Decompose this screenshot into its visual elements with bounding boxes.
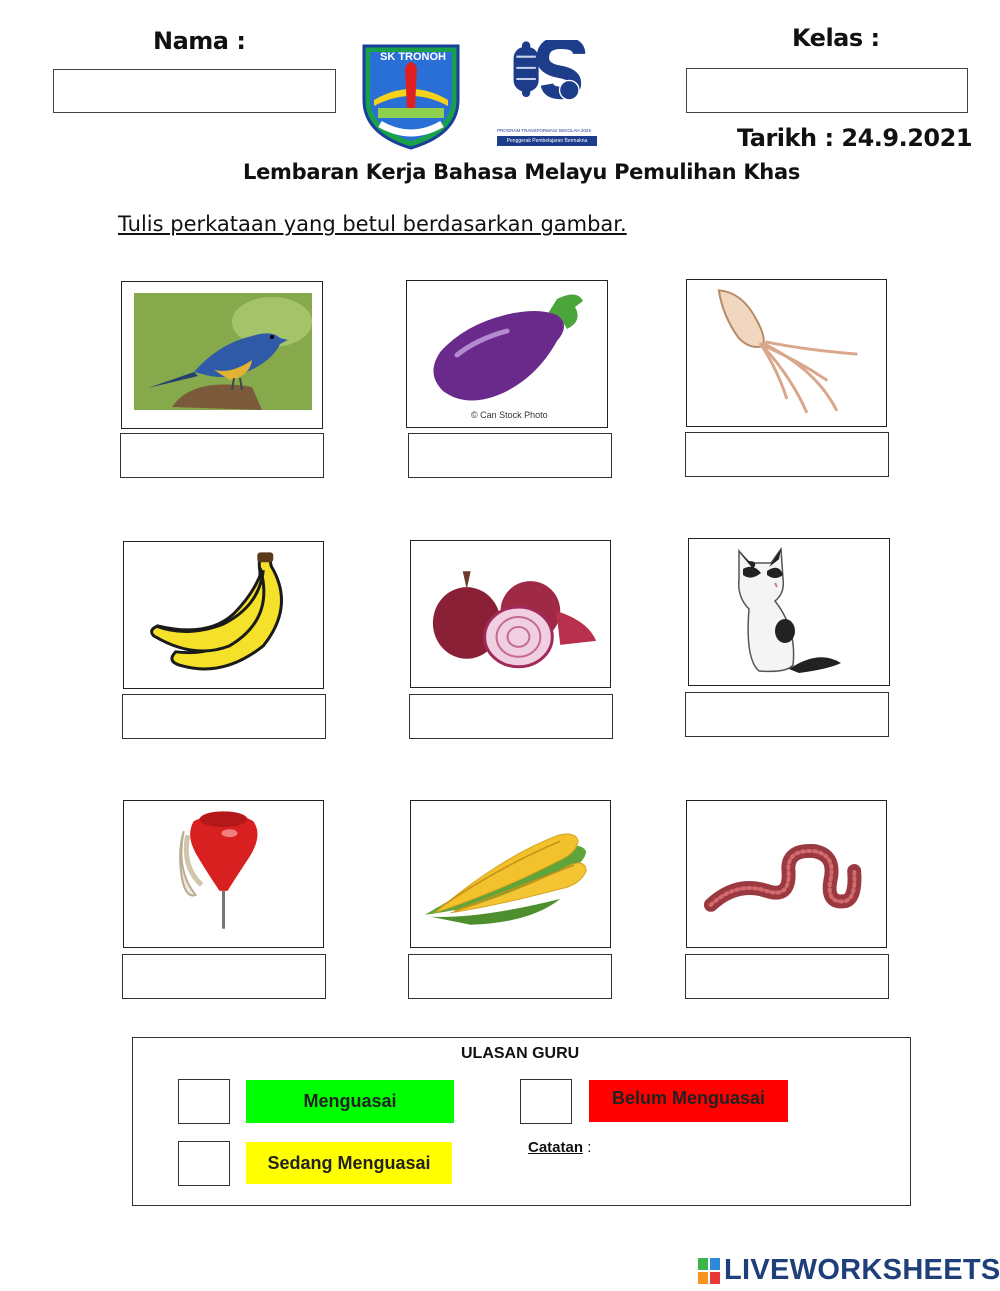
mastered-checkbox[interactable] xyxy=(178,1079,230,1124)
corn-icon xyxy=(411,801,610,947)
ts25-caption: PROGRAM TRANSFORMASI SEKOLAH 2025 xyxy=(497,128,591,133)
picture-corn xyxy=(410,800,611,948)
answer-input-6[interactable] xyxy=(685,692,889,737)
review-title: ULASAN GURU xyxy=(461,1045,580,1062)
picture-onion xyxy=(410,540,611,688)
note-label: Catatan xyxy=(528,1139,584,1156)
school-logo xyxy=(360,38,462,150)
kelas-input[interactable] xyxy=(686,68,968,113)
answer-input-7[interactable] xyxy=(122,954,326,999)
answer-input-1[interactable] xyxy=(120,433,324,478)
picture-banana xyxy=(123,541,324,689)
nama-label: Nama : xyxy=(153,27,246,55)
kelas-label: Kelas : xyxy=(792,24,880,52)
note-field xyxy=(528,1139,591,1156)
liveworksheets-logo-icon xyxy=(698,1258,720,1284)
not-mastered-checkbox[interactable] xyxy=(520,1079,572,1124)
answer-input-3[interactable] xyxy=(685,432,889,477)
instruction: Tulis perkataan yang betul berdasarkan gambar. xyxy=(118,212,627,236)
picture-bird xyxy=(121,281,323,429)
worksheet-title: Lembaran Kerja Bahasa Melayu Pemulihan Khas xyxy=(243,160,801,184)
date-text: Tarikh : 24.9.2021 xyxy=(737,124,973,152)
mastered-label: Menguasai xyxy=(246,1080,454,1123)
mastering-label: Sedang Menguasai xyxy=(246,1142,452,1184)
image-credit: © Can Stock Photo xyxy=(471,410,548,420)
picture-cat xyxy=(688,538,890,686)
squid-icon xyxy=(687,280,886,426)
answer-input-2[interactable] xyxy=(408,433,612,478)
spinning-top-icon xyxy=(124,801,323,947)
note-separator: : xyxy=(587,1139,592,1156)
worm-icon xyxy=(687,801,886,947)
answer-input-8[interactable] xyxy=(408,954,612,999)
ts25-number: 25 xyxy=(570,104,584,118)
liveworksheets-brand: LIVEWORKSHEETS xyxy=(724,1254,1000,1286)
banana-icon xyxy=(124,542,323,688)
nama-input[interactable] xyxy=(53,69,336,113)
bird-icon xyxy=(122,282,322,428)
picture-squid xyxy=(686,279,887,427)
school-logo-text: SK TRONOH xyxy=(380,51,446,63)
picture-eggplant xyxy=(406,280,608,428)
picture-spinning-top xyxy=(123,800,324,948)
onion-icon xyxy=(411,541,610,687)
ts25-tagline: Penggerak Pembelajaran Bermakna xyxy=(497,136,597,146)
cat-icon xyxy=(689,539,889,685)
answer-input-9[interactable] xyxy=(685,954,889,999)
mastering-checkbox[interactable] xyxy=(178,1141,230,1186)
ts25-logo xyxy=(497,40,597,152)
eggplant-icon xyxy=(407,281,607,427)
answer-input-5[interactable] xyxy=(409,694,613,739)
not-mastered-label: Belum Menguasai xyxy=(589,1080,788,1122)
answer-input-4[interactable] xyxy=(122,694,326,739)
picture-worm xyxy=(686,800,887,948)
